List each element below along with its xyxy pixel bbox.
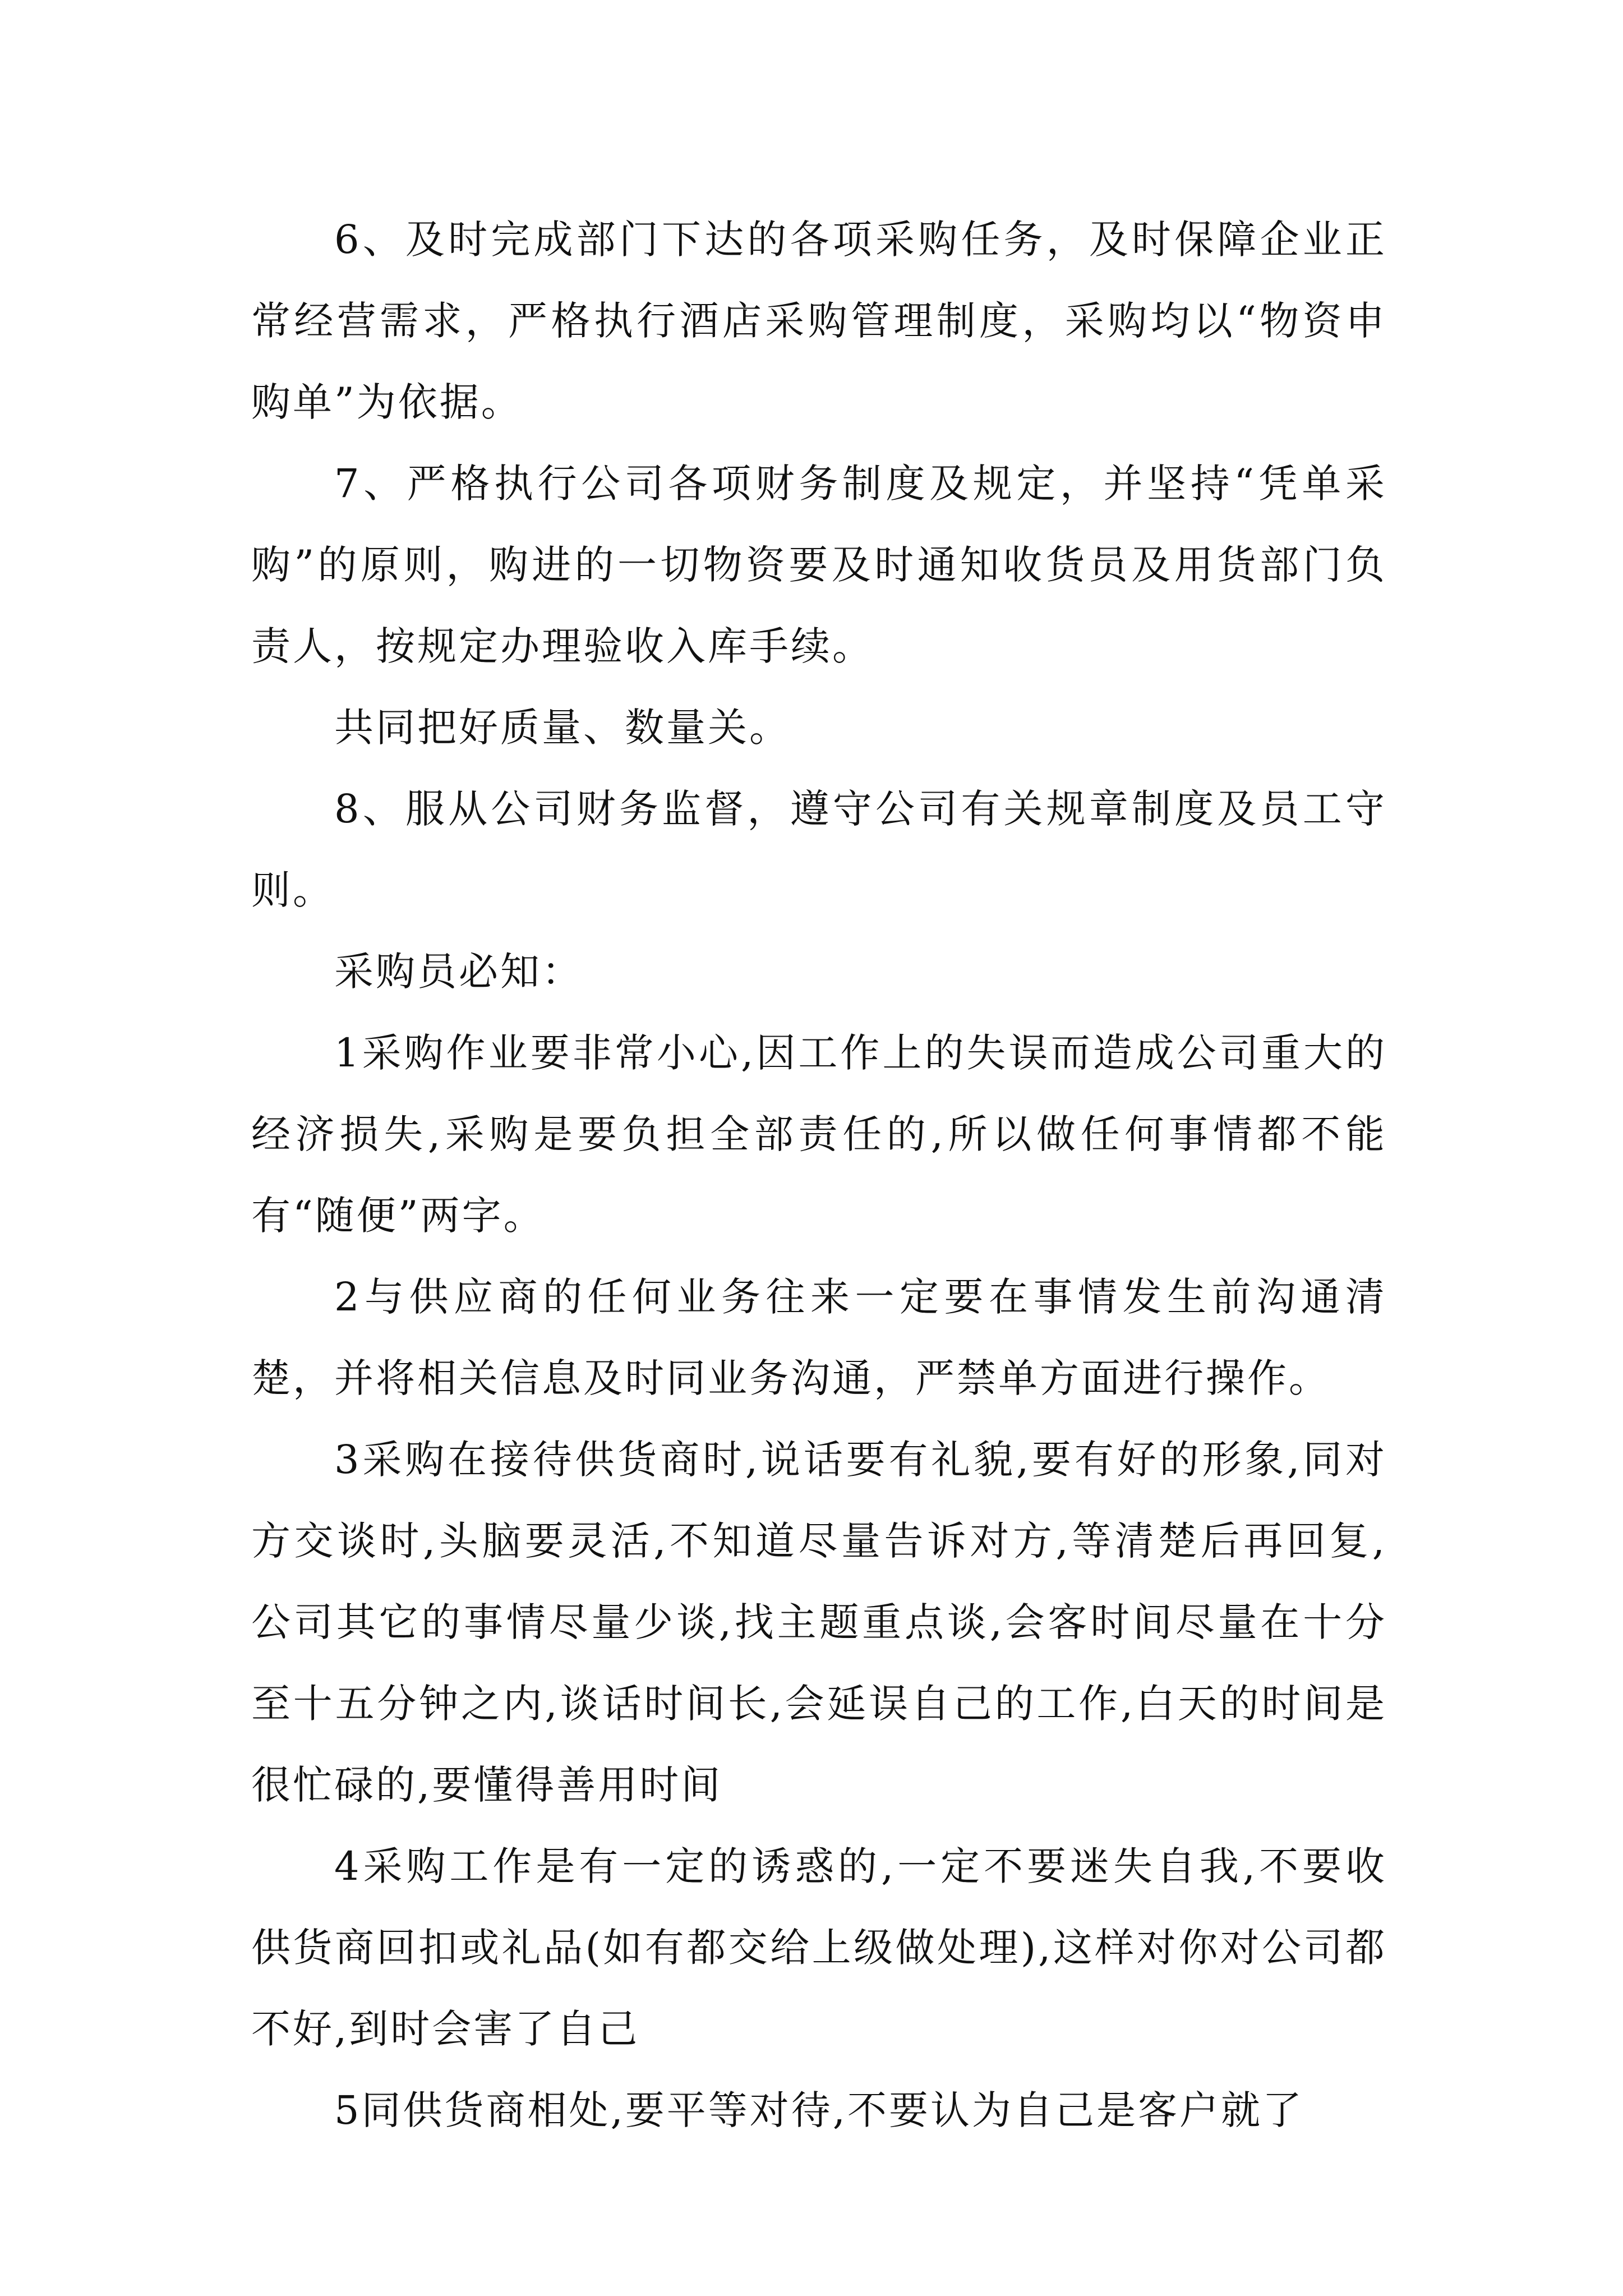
- paragraph-note-1: 1采购作业要非常小心,因工作上的失误而造成公司重大的经济损失,采购是要负担全部责任的,所以做任何事情都不能有“随便”两字。: [251, 1030, 1387, 1239]
- paragraph-note-3: 3采购在接待供货商时,说话要有礼貌,要有好的形象,同对方交谈时,头脑要灵活,不知道尽量告诉对方,等清楚后再回复,公司其它的事情尽量少谈,找主题重点谈,会客时间尽量在十分至十五分钟之内,谈话时间长,会延误自己的工作,白天的时间是很忙碌的,要懂得善用时间: [251, 1437, 1387, 1808]
- paragraph-duty-7: 7、严格执行公司各项财务制度及规定，并坚持“凭单采购”的原则，购进的一切物资要及时通知收货员及用货部门负责人，按规定办理验收入库手续。: [251, 461, 1387, 669]
- paragraph-duty-6: 6、及时完成部门下达的各项采购任务，及时保障企业正常经营需求，严格执行酒店采购管理制度，采购均以“物资申购单”为依据。: [251, 217, 1387, 425]
- paragraph-quality-check: 共同把好质量、数量关。: [334, 705, 791, 751]
- paragraph-duty-8: 8、服从公司财务监督，遵守公司有关规章制度及员工守则。: [251, 786, 1387, 913]
- document-body: [251, 199, 1387, 2151]
- section-heading-buyer-notes: 采购员必知：: [334, 949, 583, 995]
- paragraph-note-4: 4采购工作是有一定的诱惑的,一定不要迷失自我,不要收供货商回扣或礼品(如有都交给上级做处理),这样对你对公司都不好,到时会害了自己: [251, 1843, 1387, 2052]
- paragraph-note-2: 2与供应商的任何业务往来一定要在事情发生前沟通清楚，并将相关信息及时同业务沟通，严禁单方面进行操作。: [251, 1274, 1387, 1401]
- paragraph-note-5: 5同供货商相处,要平等对待,不要认为自己是客户就了: [334, 2087, 1304, 2133]
